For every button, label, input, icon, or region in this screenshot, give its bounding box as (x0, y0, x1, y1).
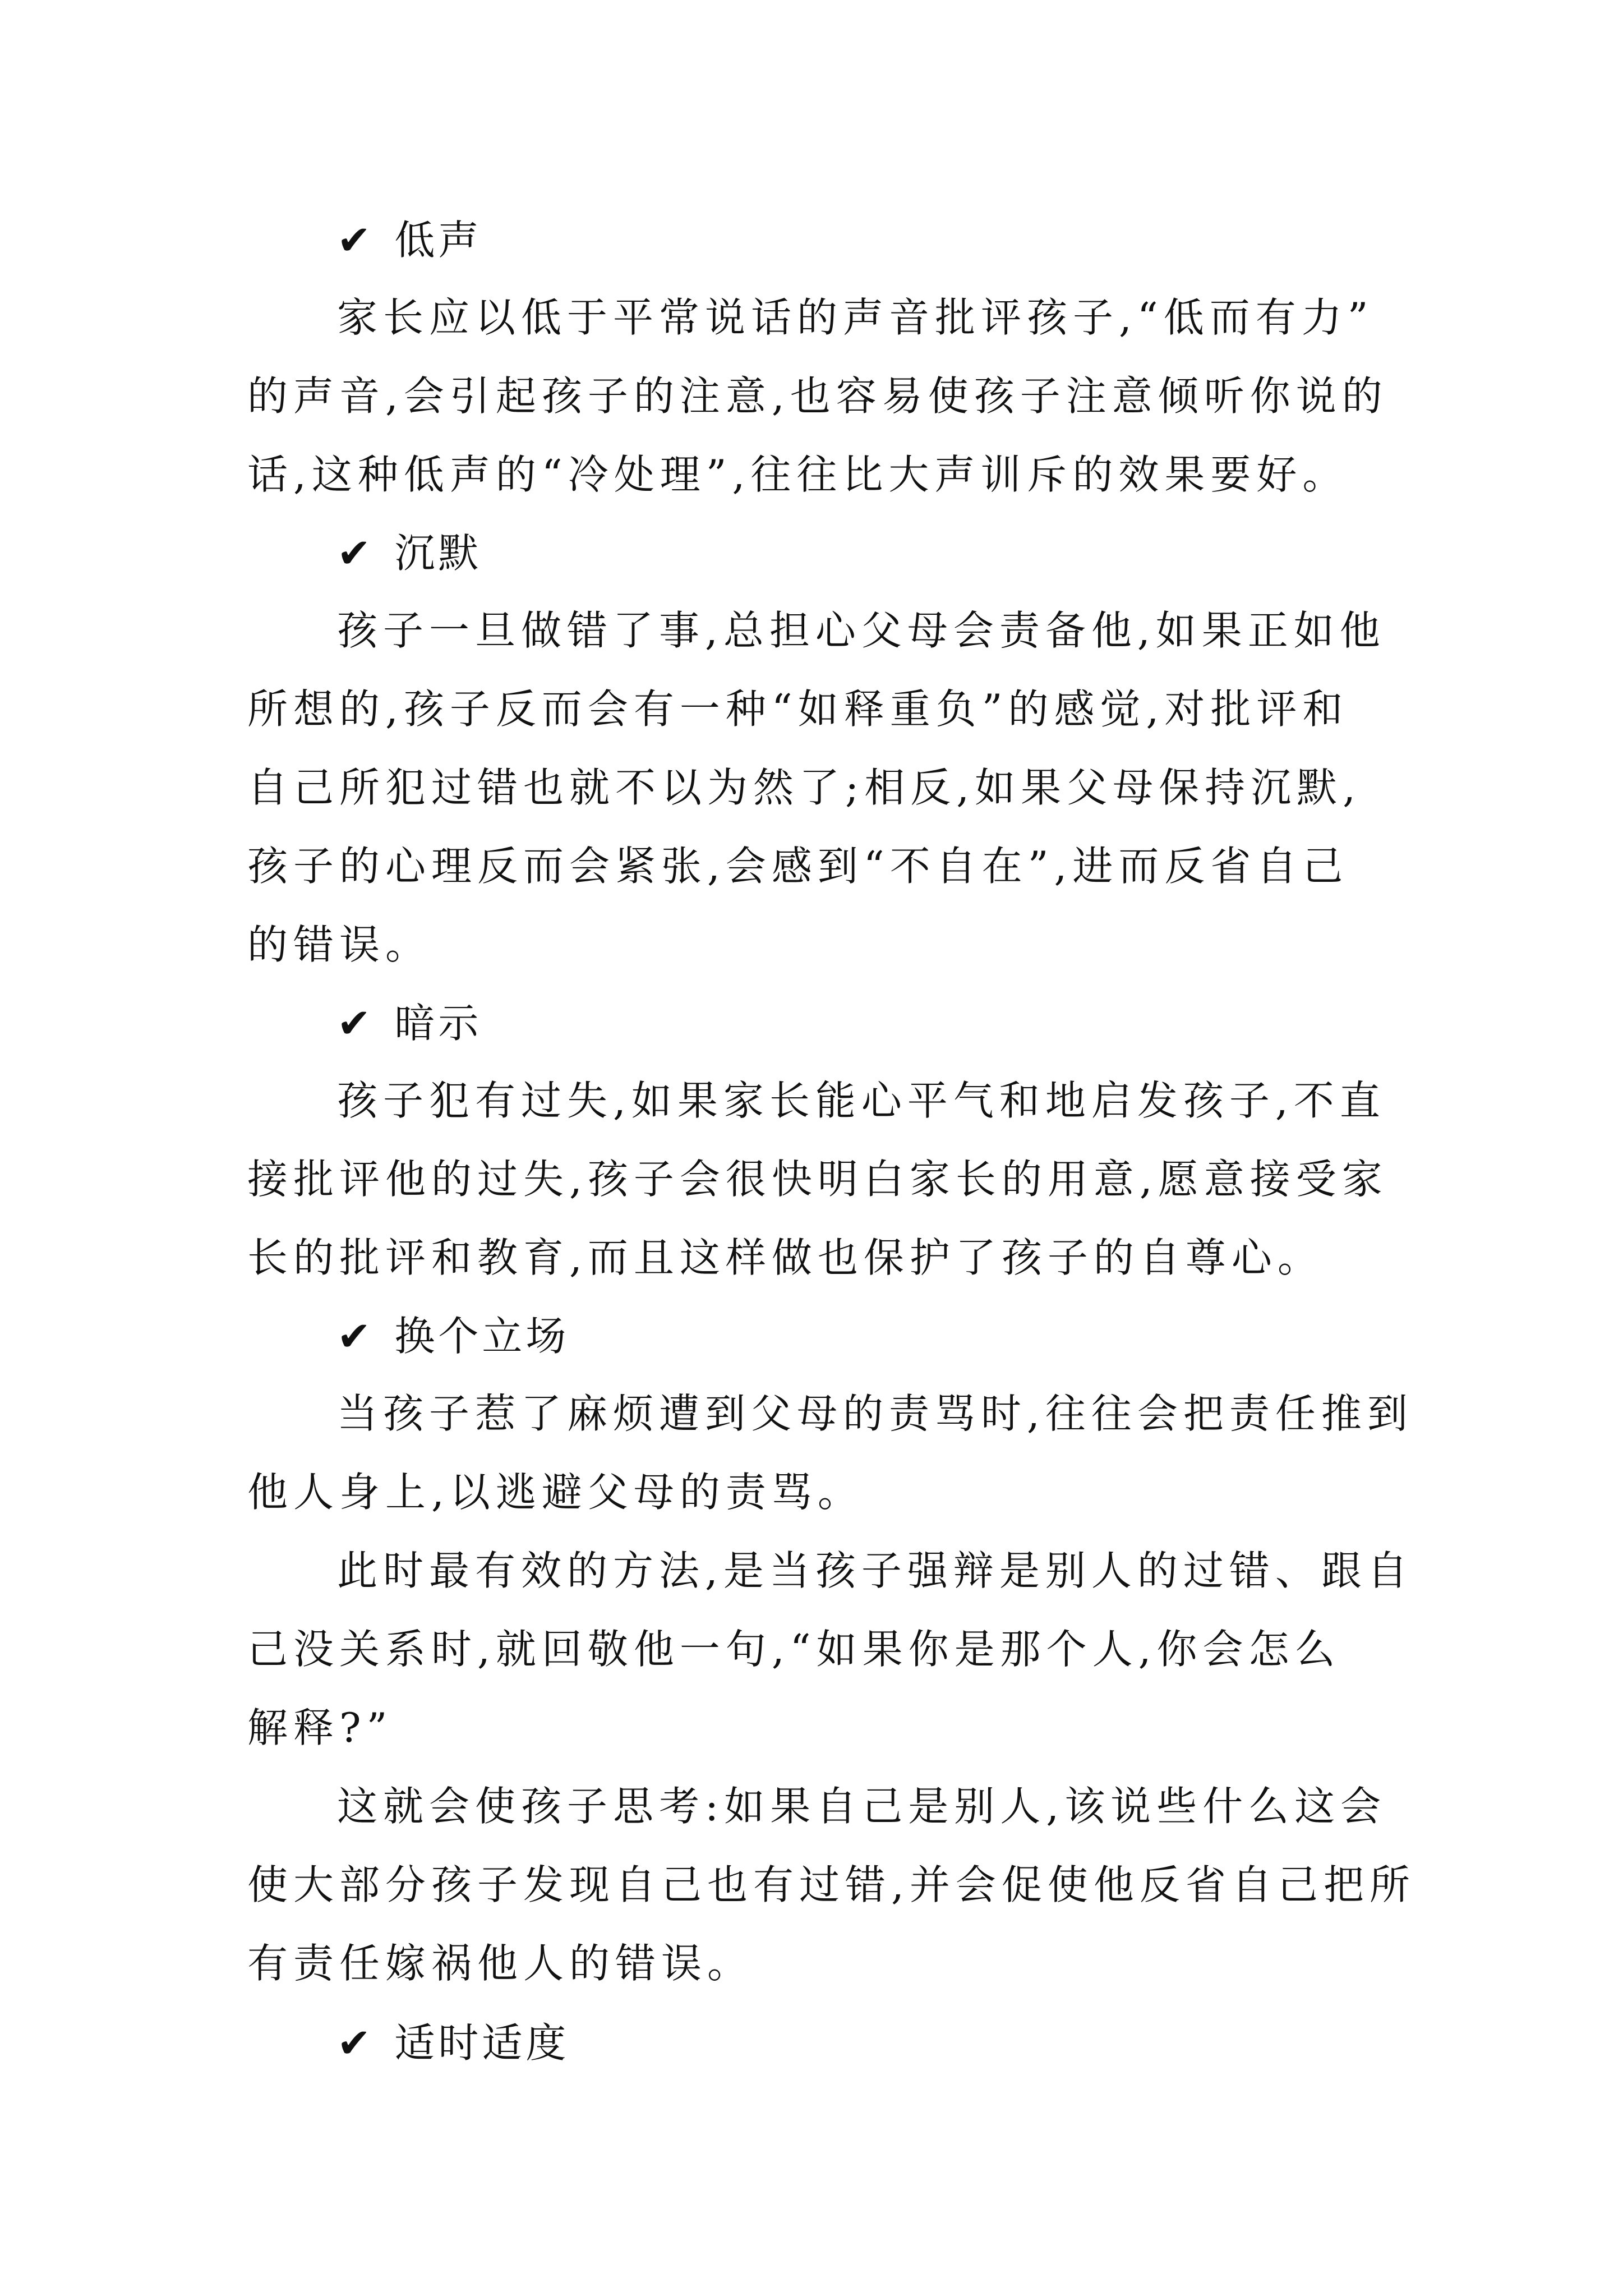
paragraph-line: 的错误。 (247, 921, 432, 968)
paragraph-line: 孩子一旦做错了事,总担心父母会责备他,如果正如他 (337, 607, 1386, 654)
paragraph-line: 有责任嫁祸他人的错误。 (247, 1940, 754, 1987)
check-icon: ✔ (337, 1000, 375, 1047)
paragraph-line: 己没关系时,就回敬他一句,“如果你是那个人,你会怎么 (247, 1626, 1341, 1673)
section-heading: ✔ 沉默 (337, 526, 482, 580)
paragraph-line: 这就会使孩子思考:如果自己是别人,该说些什么这会 (337, 1783, 1387, 1830)
check-icon: ✔ (337, 1313, 375, 1360)
section-heading: ✔ 暗示 (337, 996, 482, 1050)
paragraph-line: 他人身上,以逃避父母的责骂。 (247, 1469, 864, 1516)
paragraph-line: 家长应以低于平常说话的声音批评孩子,“低而有力” (337, 294, 1374, 341)
paragraph-line: 使大部分孩子发现自己也有过错,并会促使他反省自己把所 (247, 1861, 1415, 1908)
paragraph-line: 的声音,会引起孩子的注意,也容易使孩子注意倾听你说的 (247, 372, 1388, 420)
check-icon: ✔ (337, 217, 375, 264)
paragraph-line: 话,这种低声的“冷处理”,往往比大声训斥的效果要好。 (247, 451, 1349, 498)
paragraph-line: 当孩子惹了麻烦遭到父母的责骂时,往往会把责任推到 (337, 1390, 1413, 1437)
check-icon: ✔ (337, 530, 375, 577)
paragraph-line: 孩子的心理反而会紧张,会感到“不自在”,进而反省自己 (247, 843, 1349, 890)
check-icon: ✔ (337, 2019, 375, 2067)
paragraph-line: 长的批评和教育,而且这样做也保护了孩子的自尊心。 (247, 1234, 1324, 1281)
section-heading: ✔ 适时适度 (337, 2016, 569, 2070)
section-heading: ✔ 换个立场 (337, 1309, 569, 1363)
paragraph-line: 此时最有效的方法,是当孩子强辩是别人的过错、跟自 (337, 1547, 1413, 1594)
paragraph-line: 自己所犯过错也就不以为然了;相反,如果父母保持沉默, (247, 764, 1362, 811)
paragraph-line: 所想的,孩子反而会有一种“如释重负”的感觉,对批评和 (247, 685, 1349, 733)
section-heading: ✔ 低声 (337, 213, 482, 267)
paragraph-line: 解释?” (247, 1704, 393, 1751)
paragraph-line: 孩子犯有过失,如果家长能心平气和地启发孩子,不直 (337, 1077, 1386, 1124)
paragraph-line: 接批评他的过失,孩子会很快明白家长的用意,愿意接受家 (247, 1156, 1388, 1203)
